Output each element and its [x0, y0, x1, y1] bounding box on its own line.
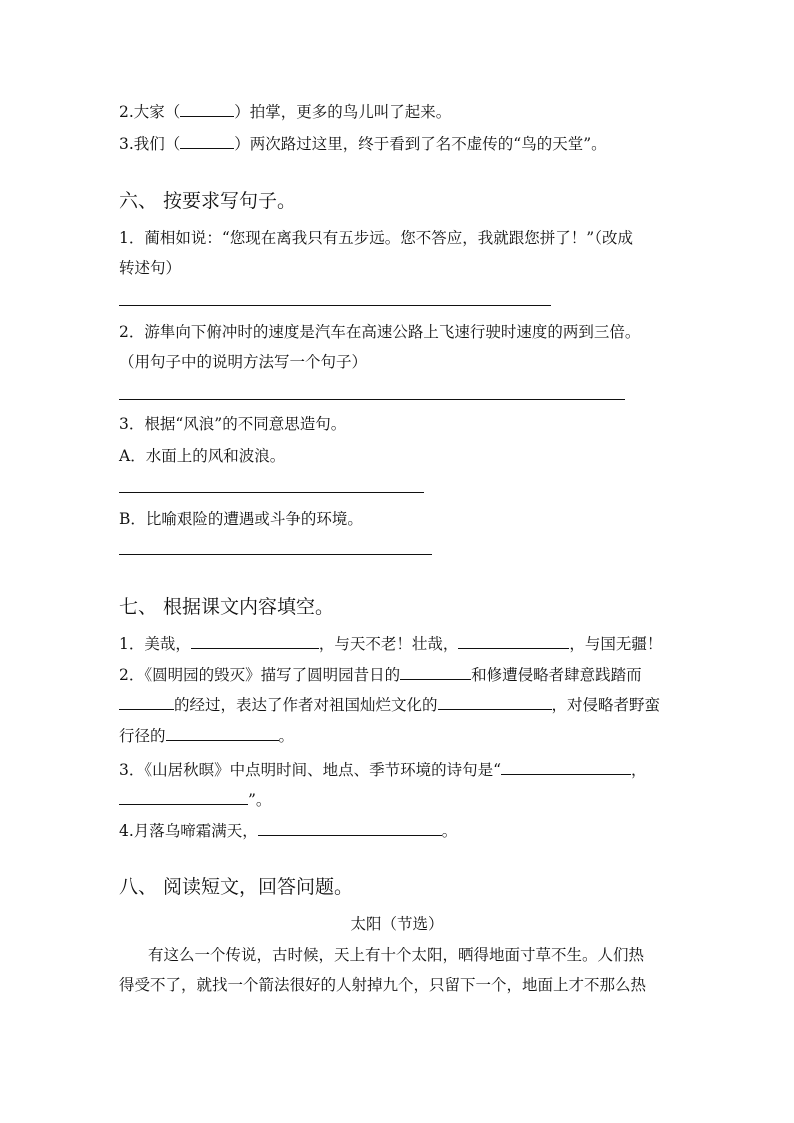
fill-blank[interactable]	[458, 633, 569, 649]
answer-line[interactable]	[119, 399, 625, 400]
s6-q2-line1: 2．游隼向下俯冲时的速度是汽车在高速公路上飞速行驶时速度的两到三倍。	[119, 323, 641, 341]
answer-line[interactable]	[119, 554, 432, 555]
passage-paragraph-line1: 有这么一个传说，古时候，天上有十个太阳，晒得地面寸草不生。人们热	[148, 946, 645, 964]
section-8-heading: 八、 阅读短文，回答问题。	[119, 876, 354, 898]
s6-q3-option-b: B．比喻艰险的遭遇或斗争的环境。	[119, 510, 363, 528]
fill-blank[interactable]	[258, 820, 442, 836]
s7-q2-line3: 行径的 。	[119, 727, 295, 745]
s7-q2-line2: 的经过，表达了作者对祖国灿烂文化的 ，对侵略者野蛮	[119, 694, 660, 715]
fill-blank[interactable]	[400, 664, 471, 680]
s7-q1: 1．美哉， ，与天不老！壮哉， ，与国无疆！	[119, 635, 663, 653]
s6-q1-line1: 1．蔺相如说：“您现在离我只有五步远。您不答应，我就跟您拼了！”（改成	[119, 229, 633, 247]
s7-q3-line2: ”。	[119, 789, 271, 810]
s7-q2-line1: 2．《圆明园的毁灭》描写了圆明园昔日的 和修遭侵略者肆意践踏而	[119, 666, 642, 684]
fill-blank[interactable]	[438, 694, 552, 710]
fill-blank[interactable]	[191, 633, 319, 649]
fill-blank[interactable]	[166, 725, 279, 741]
passage-paragraph-line2: 得受不了，就找一个箭法很好的人射掉九个，只留下一个，地面上才不那么热	[119, 976, 647, 994]
s6-q3: 3．根据“风浪”的不同意思造句。	[119, 415, 347, 433]
passage-title: 太阳（节选）	[350, 915, 444, 933]
section-6-heading: 六、 按要求写句子。	[119, 190, 297, 212]
fill-blank[interactable]	[119, 789, 248, 805]
s7-q4: 4.月落乌啼霜满天， 。	[119, 822, 458, 840]
q5-item-3: 3.我们（ ）两次路过这里，终于看到了名不虚传的“鸟的天堂”。	[119, 135, 607, 153]
fill-blank[interactable]	[180, 133, 234, 149]
s6-q2-line2: （用句子中的说明方法写一个句子）	[119, 353, 368, 371]
s6-q1-line2: 转述句）	[119, 259, 182, 277]
q5-item-2: 2.大家（ ）拍掌，更多的鸟儿叫了起来。	[119, 103, 452, 121]
fill-blank[interactable]	[119, 694, 174, 710]
answer-line[interactable]	[119, 305, 551, 306]
section-7-heading: 七、 根据课文内容填空。	[119, 596, 335, 618]
answer-line[interactable]	[119, 492, 424, 493]
fill-blank[interactable]	[180, 101, 234, 117]
s7-q3-line1: 3．《山居秋暝》中点明时间、地点、季节环境的诗句是“ ，	[119, 761, 647, 779]
s6-q3-option-a: A．水面上的风和波浪。	[119, 447, 286, 465]
fill-blank[interactable]	[501, 759, 631, 775]
